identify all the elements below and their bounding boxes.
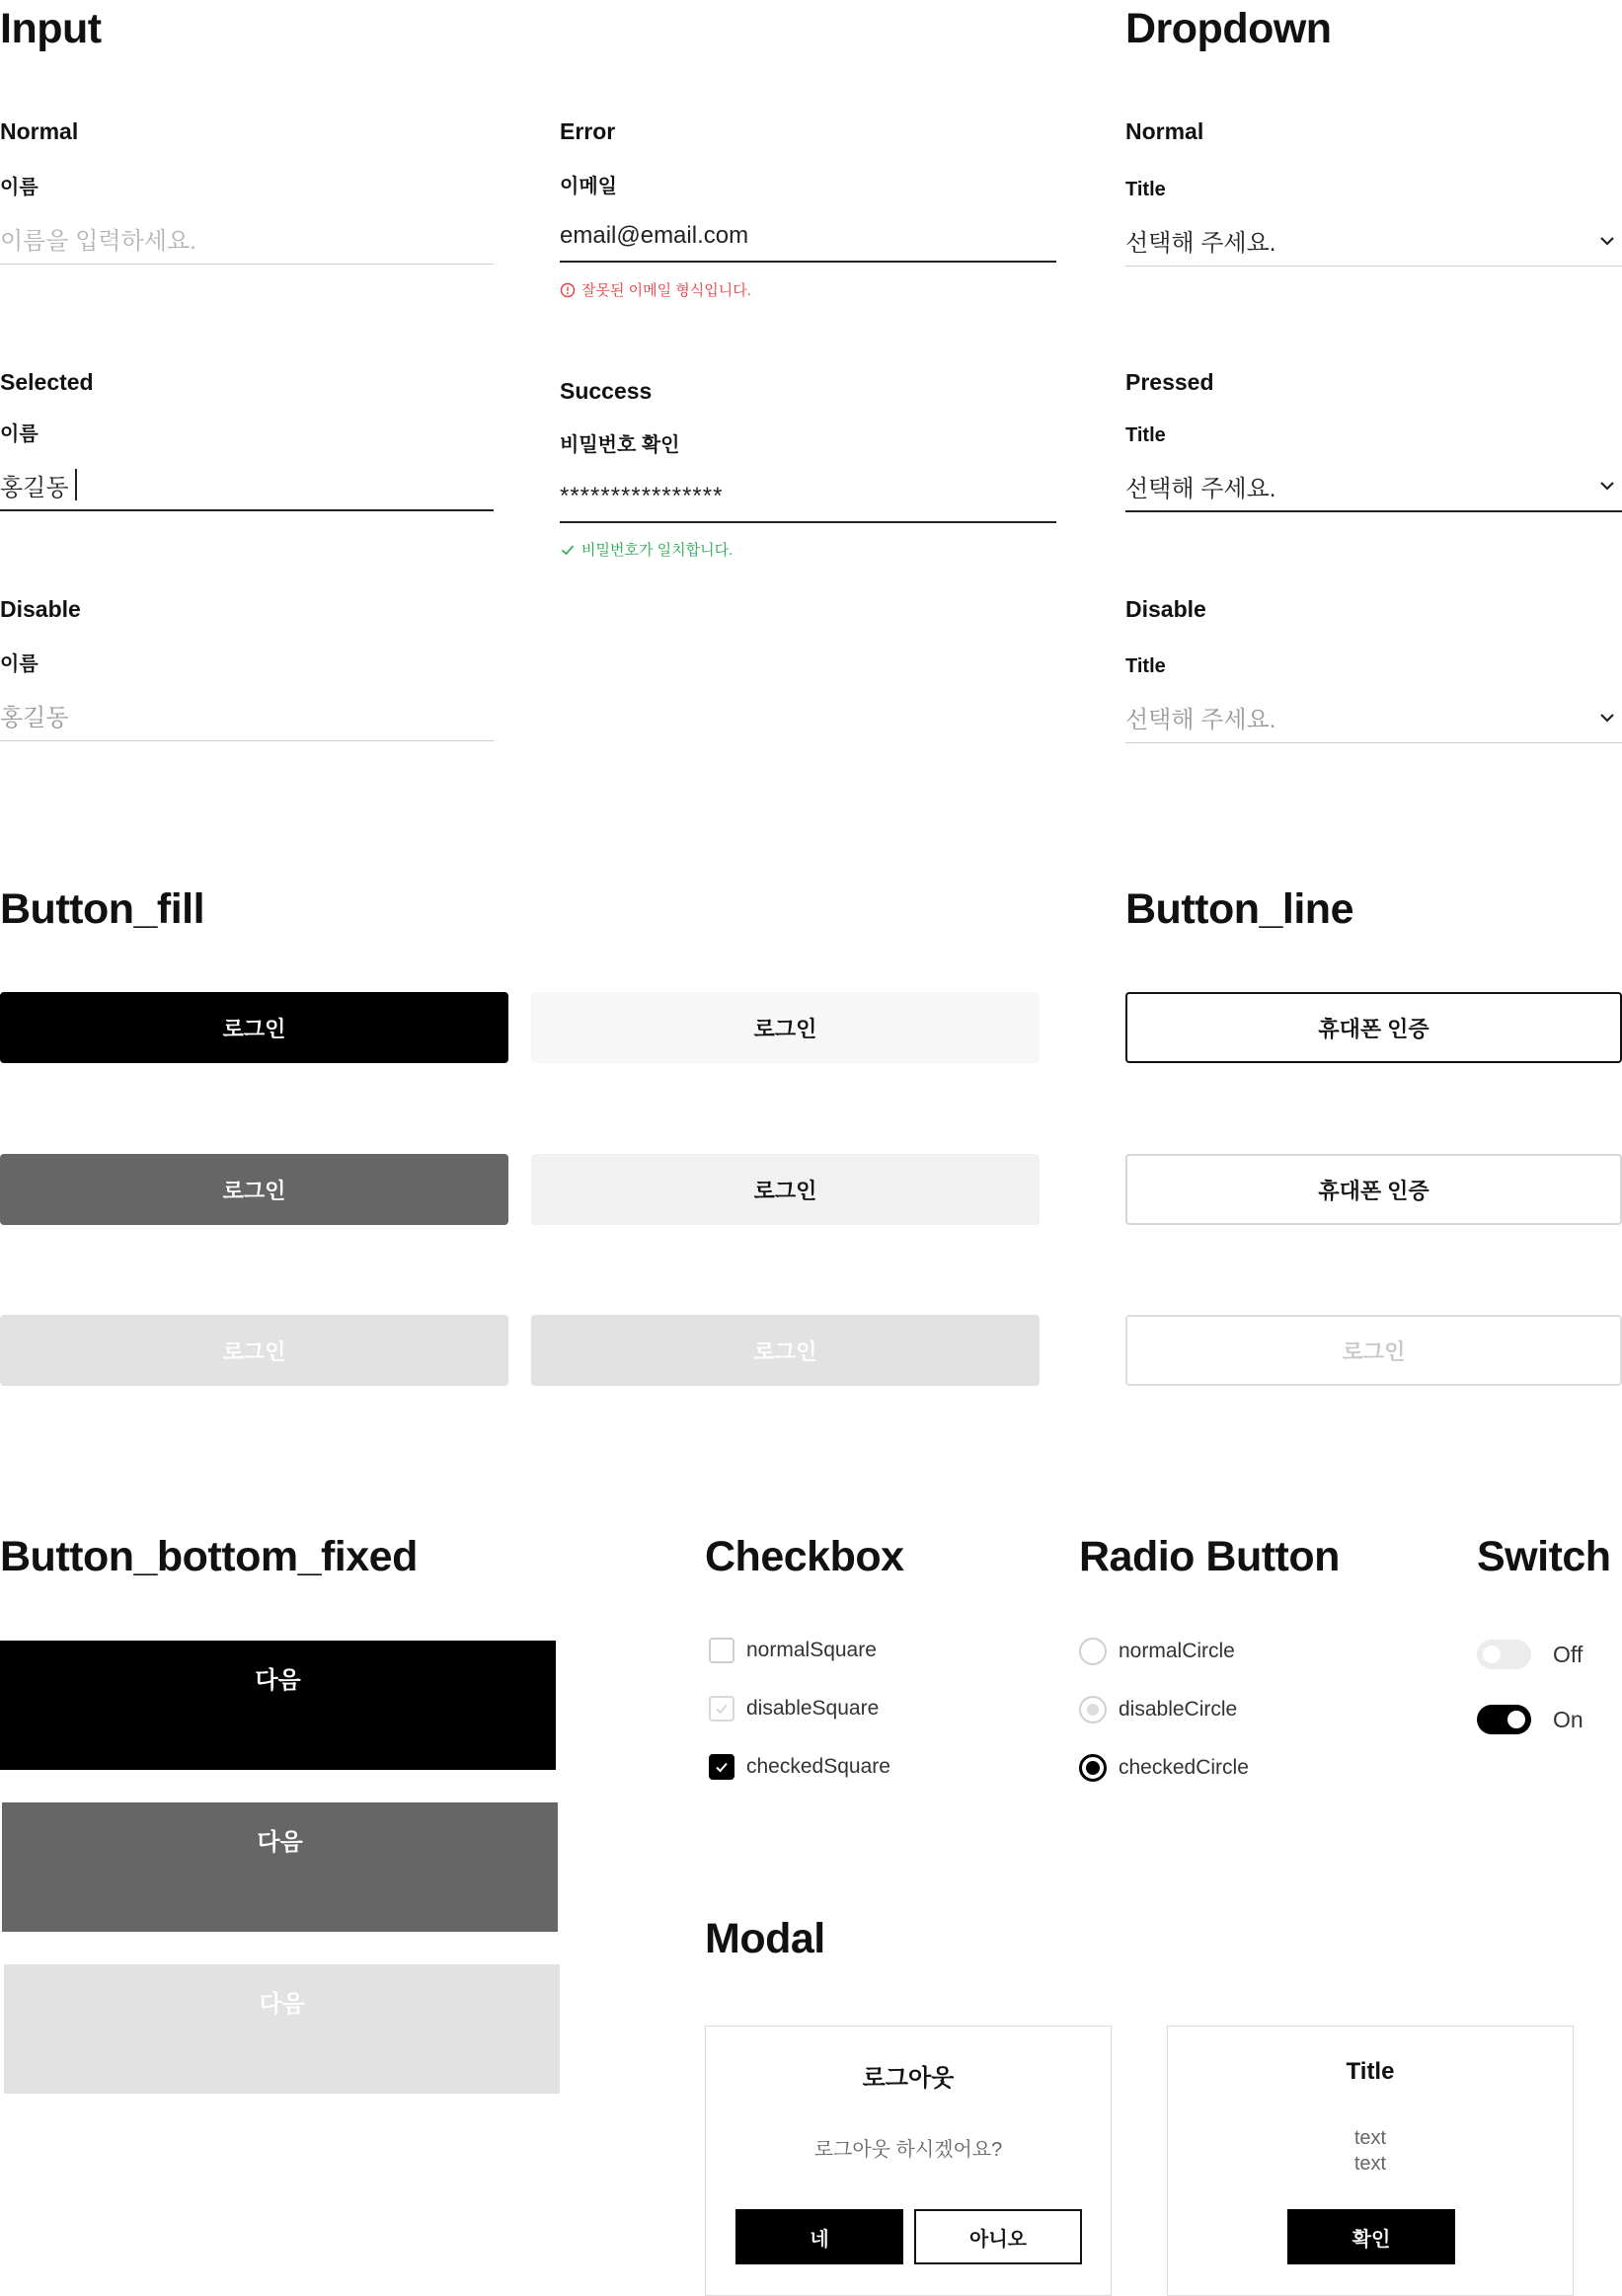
next-button-bottom-fixed-disabled: 다음 xyxy=(4,1964,560,2094)
check-icon xyxy=(714,1759,730,1775)
error-circle-icon xyxy=(560,282,576,298)
login-button-fill-light-pressed[interactable]: 로그인 xyxy=(531,1154,1040,1225)
switch-track-on[interactable] xyxy=(1477,1705,1531,1734)
checkbox-disabled xyxy=(709,1696,879,1722)
chevron-down-icon xyxy=(1596,475,1618,497)
button-fill-section-title: Button_fill xyxy=(0,885,205,933)
generic-modal-text-line2: text xyxy=(1353,2153,1387,2175)
input-success-state-label: Success xyxy=(560,378,653,404)
generic-modal-title: Title xyxy=(1346,2058,1395,2085)
switch-track-off[interactable] xyxy=(1477,1640,1531,1669)
checkbox-label: checkedSquare xyxy=(746,1755,890,1778)
generic-modal xyxy=(1167,2026,1574,2296)
radio-normal[interactable] xyxy=(1079,1638,1235,1665)
name-input-normal[interactable] xyxy=(0,213,494,265)
dropdown-pressed-state-label: Pressed xyxy=(1125,369,1214,395)
name-input-disabled xyxy=(0,690,494,741)
dropdown-normal[interactable] xyxy=(1125,215,1622,267)
radio-circle[interactable] xyxy=(1079,1638,1107,1665)
next-button-bottom-fixed[interactable]: 다음 xyxy=(0,1641,556,1770)
switch-knob xyxy=(1483,1645,1501,1663)
name-input-selected[interactable] xyxy=(0,460,494,511)
dropdown-disabled-value: 선택해 주세요. xyxy=(1125,707,1276,733)
radio-section-title: Radio Button xyxy=(1079,1533,1340,1580)
dropdown-pressed-title-label: Title xyxy=(1125,424,1166,446)
button-line-section-title: Button_line xyxy=(1125,885,1353,933)
logout-cancel-button[interactable]: 아니오 xyxy=(914,2209,1082,2264)
switch-section-title: Switch xyxy=(1477,1533,1611,1580)
logout-modal xyxy=(705,2026,1112,2296)
chevron-down-icon xyxy=(1596,707,1618,728)
dropdown-disable-state-label: Disable xyxy=(1125,596,1206,622)
phone-verify-button-line[interactable]: 휴대폰 인증 xyxy=(1125,992,1622,1063)
dropdown-normal-value: 선택해 주세요. xyxy=(1125,230,1276,257)
input-selected-field-label: 이름 xyxy=(0,423,39,445)
checkbox-normal[interactable] xyxy=(709,1638,877,1663)
switch-on-label: On xyxy=(1553,1706,1583,1732)
checkbox-box-checked[interactable] xyxy=(709,1754,734,1780)
checkbox-box-disabled xyxy=(709,1696,734,1722)
input-normal-state-label: Normal xyxy=(0,118,79,144)
checkbox-box[interactable] xyxy=(709,1638,734,1663)
button-bottom-fixed-section-title: Button_bottom_fixed xyxy=(0,1533,418,1580)
generic-confirm-button[interactable]: 확인 xyxy=(1287,2209,1455,2264)
name-input-value: 홍길동 xyxy=(0,474,69,501)
next-button-bottom-fixed-pressed[interactable]: 다음 xyxy=(2,1802,558,1932)
email-error-message: 잘못된 이메일 형식입니다. xyxy=(560,282,751,298)
dropdown-normal-title-label: Title xyxy=(1125,179,1166,200)
dropdown-disabled xyxy=(1125,692,1622,743)
check-icon xyxy=(714,1701,730,1717)
dropdown-normal-state-label: Normal xyxy=(1125,118,1204,144)
password-confirm-value: **************** xyxy=(560,483,724,509)
login-button-fill-light[interactable]: 로그인 xyxy=(531,992,1040,1063)
switch-knob xyxy=(1507,1711,1525,1728)
checkbox-label: disableSquare xyxy=(746,1697,880,1720)
radio-circle-checked[interactable] xyxy=(1079,1754,1107,1782)
login-button-fill-primary[interactable]: 로그인 xyxy=(0,992,508,1063)
modal-section-title: Modal xyxy=(705,1915,825,1962)
login-button-line-disabled: 로그인 xyxy=(1125,1315,1622,1386)
logout-confirm-button[interactable]: 네 xyxy=(735,2209,903,2264)
input-disable-state-label: Disable xyxy=(0,596,81,622)
switch-off-label: Off xyxy=(1553,1641,1583,1667)
input-error-state-label: Error xyxy=(560,118,616,144)
dropdown-pressed-value: 선택해 주세요. xyxy=(1125,475,1276,502)
login-button-fill-pressed[interactable]: 로그인 xyxy=(0,1154,508,1225)
login-button-fill-disabled: 로그인 xyxy=(0,1315,508,1386)
phone-verify-button-line-pressed[interactable]: 휴대폰 인증 xyxy=(1125,1154,1622,1225)
generic-modal-text-line1: text xyxy=(1353,2127,1387,2149)
checkbox-label: normalSquare xyxy=(746,1639,877,1661)
input-normal-field-label: 이름 xyxy=(0,177,39,198)
chevron-down-icon xyxy=(1596,230,1618,252)
dropdown-section-title: Dropdown xyxy=(1125,5,1332,52)
radio-circle-disabled xyxy=(1079,1696,1107,1723)
password-confirm-input[interactable] xyxy=(560,472,1056,523)
email-input-value: email@email.com xyxy=(560,222,749,249)
checkbox-checked[interactable] xyxy=(709,1754,890,1780)
input-disable-field-label: 이름 xyxy=(0,653,39,675)
input-error-field-label: 이메일 xyxy=(560,176,617,197)
check-icon xyxy=(560,542,576,558)
text-caret xyxy=(75,469,77,500)
login-button-fill-light-disabled: 로그인 xyxy=(531,1315,1040,1386)
switch-off[interactable] xyxy=(1477,1640,1583,1669)
email-input-error[interactable] xyxy=(560,211,1056,263)
checkbox-section-title: Checkbox xyxy=(705,1533,904,1580)
dropdown-disable-title-label: Title xyxy=(1125,655,1166,677)
radio-disabled xyxy=(1079,1696,1237,1723)
logout-modal-body: 로그아웃 하시겠어요? xyxy=(813,2139,1003,2161)
input-success-field-label: 비밀번호 확인 xyxy=(560,434,680,456)
radio-label: normalCircle xyxy=(1119,1640,1235,1662)
name-input-disabled-value: 홍길동 xyxy=(0,705,69,731)
radio-checked[interactable] xyxy=(1079,1754,1249,1782)
input-selected-state-label: Selected xyxy=(0,369,94,395)
password-success-message: 비밀번호가 일치합니다. xyxy=(560,542,733,558)
logout-modal-title: 로그아웃 xyxy=(862,2065,955,2092)
radio-label: disableCircle xyxy=(1119,1698,1238,1721)
dropdown-pressed[interactable] xyxy=(1125,461,1622,512)
name-input-placeholder: 이름을 입력하세요. xyxy=(0,228,196,255)
switch-on[interactable] xyxy=(1477,1705,1583,1734)
input-section-title: Input xyxy=(0,5,102,52)
radio-label: checkedCircle xyxy=(1119,1756,1249,1779)
